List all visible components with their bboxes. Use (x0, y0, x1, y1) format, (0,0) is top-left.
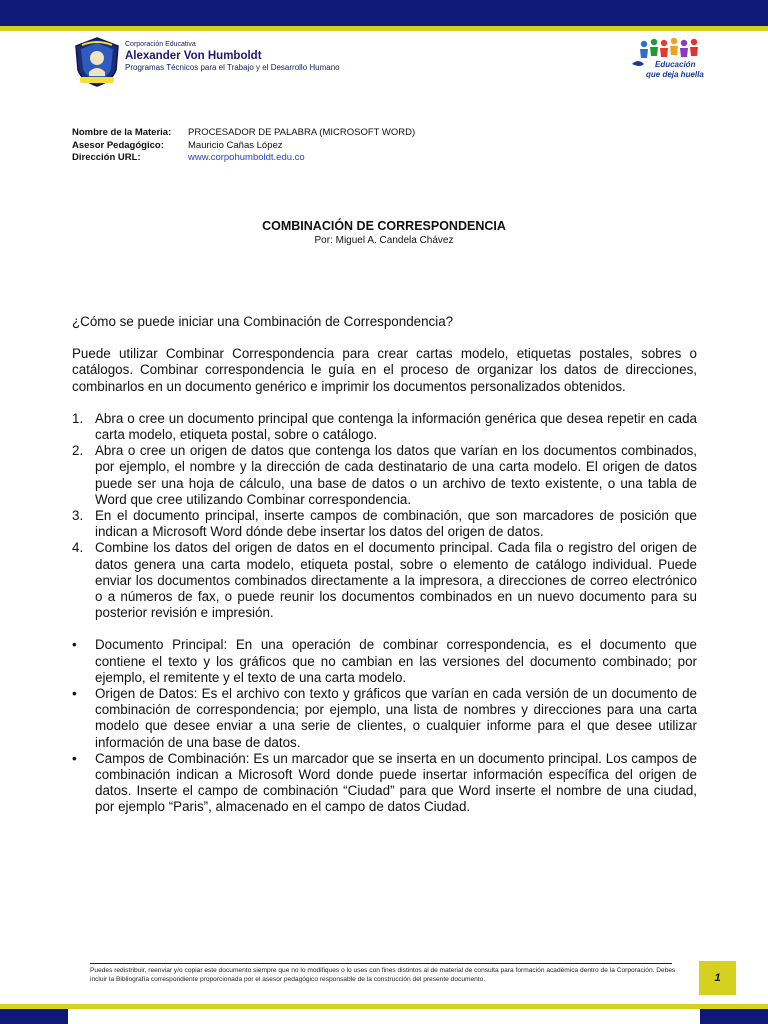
page-number: 1 (699, 961, 736, 995)
list-item-text: Documento Principal: En una operación de combinar correspondencia, es el documento que contiene el texto y los gráficos que no cambian en las versiones del documento combinado; por ejemplo, el remitente y el texto de una carta modelo. (95, 637, 697, 685)
bullet-marker: • (72, 637, 77, 653)
steps-list (72, 411, 697, 622)
list-marker: 3. (72, 508, 84, 524)
list-item (72, 411, 697, 443)
footer-accent-stripe (0, 1004, 768, 1009)
org-kind: Corporación Educativa (125, 41, 196, 48)
meta-value: PROCESADOR DE PALABRA (MICROSOFT WORD) (188, 127, 416, 138)
meta-row-url (72, 152, 415, 165)
intro-paragraph: Puede utilizar Combinar Correspondencia para crear cartas modelo, etiquetas postales, sobres o catálogos. Combinar correspondencia le guía en el proceso de organizar los datos de direcciones, combinarlos en un documento genérico e imprimir los documentos personalizados obtenidos. (72, 346, 697, 394)
footer-divider (90, 963, 672, 964)
meta-label: Asesor Pedagógico: (72, 139, 164, 151)
document-title: COMBINACIÓN DE CORRESPONDENCIA (262, 219, 506, 233)
footer-block-left (0, 1009, 68, 1024)
list-item-text: Campos de Combinación: Es un marcador que se inserta en un documento principal. Los campos de combinación indican a Microsoft Word donde puede insertar información específica del origen de datos. Inserte el campo de combinación “Ciudad” para que Word inserte el nombre de una ciudad, por ejemplo “Paris”, almacenado en el campo de datos Ciudad. (95, 750, 697, 815)
bullet-marker: • (72, 686, 77, 702)
header-top-bar (0, 0, 768, 26)
list-item-text: Combine los datos del origen de datos en el documento principal. Cada fila o registro del origen de datos genera una carta modelo, etiqueta postal, sobre o elemento de catálogo individual. Puede enviar los documentos combinados directamente a la impresora, a direcciones de correo electrónico o a números de fax, o puede reunir los documentos combinados en un nuevo documento para su posterior revisión e impresión. (95, 540, 697, 621)
org-programs: Programas Técnicos para el Trabajo y el Desarrollo Humano (125, 63, 340, 72)
document-author: Por: Miguel A. Candela Chávez (314, 235, 454, 246)
meta-row-advisor (72, 140, 415, 153)
list-marker: 4. (72, 540, 84, 556)
org-name: Alexander Von Humboldt (125, 50, 262, 62)
section-question: ¿Cómo se puede iniciar una Combinación de Correspondencia? (72, 314, 454, 329)
definitions-list (72, 637, 697, 815)
meta-label: Nombre de la Materia: (72, 127, 172, 138)
slogan-line-1: Educación (655, 60, 696, 69)
institution-header (125, 40, 340, 73)
list-item (72, 443, 697, 508)
website-link[interactable]: www.corpohumboldt.edu.co (188, 152, 305, 163)
list-item (72, 540, 697, 621)
footer-license-note: Puedes redistribuir, reenviar y/o copiar este documento siempre que no lo modifiques o lo uses con fines distintos al de material de consulta para formación académica dentro de la Corporación. Debes incluir la Bibliografía correspondiente proporcionada por el asesor pedagógico responsable de la construcción del presente documento. (90, 967, 676, 983)
list-item (72, 508, 697, 540)
list-item-text: Abra o cree un origen de datos que contenga los datos que varían en los documentos combinados, por ejemplo, el nombre y la dirección de cada destinatario de una carta modelo. El origen de datos puede ser una hoja de cálculo, una base de datos o un archivo de texto existente, o una tabla de Word que cree utilizando Combinar correspondencia. (95, 443, 697, 507)
list-item-text: En el documento principal, inserte campos de combinación, que son marcadores de posición que indican a Microsoft Word dónde debe insertar los datos del origen de datos. (95, 508, 697, 540)
list-item (72, 686, 697, 751)
document-body (72, 314, 697, 816)
institution-crest-logo (72, 36, 122, 88)
slogan-line-2: que deja huella (646, 70, 704, 79)
list-item-text: Abra o cree un documento principal que contenga la información genérica que desea repetir en cada carta modelo, etiqueta postal, sobre o catálogo. (95, 410, 697, 443)
list-marker: 1. (72, 410, 84, 426)
bullet-marker: • (72, 750, 77, 766)
meta-label: Dirección URL: (72, 152, 141, 163)
meta-row-subject (72, 127, 415, 140)
list-item-text: Origen de Datos: Es el archivo con texto y gráficos que varían en cada versión de un documento de combinación de correspondencia; por ejemplo, una lista de nombres y direcciones para una carta modelo que desee enviar a una serie de clientes, o cualquier informe para el que desee utilizar información de una base de datos. (95, 686, 697, 750)
list-item (72, 751, 697, 816)
course-metadata (72, 127, 415, 165)
list-marker: 2. (72, 443, 84, 459)
meta-value: Mauricio Cañas López (188, 139, 283, 151)
list-item (72, 637, 697, 686)
footer-block-right (700, 1009, 768, 1024)
header-accent-stripe (0, 26, 768, 31)
